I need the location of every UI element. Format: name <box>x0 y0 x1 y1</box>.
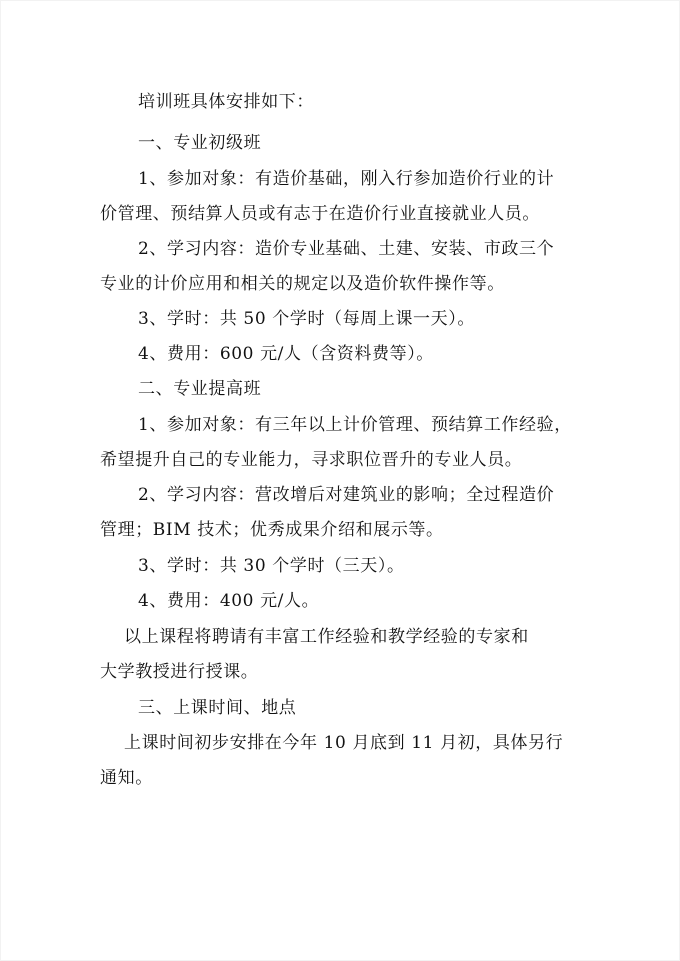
note-line1: 以上课程将聘请有丰富工作经验和教学经验的专家和 <box>124 627 529 647</box>
section1-item4: 4、费用：600 元/人（含资料费等）。 <box>138 344 434 364</box>
section2-item3: 3、学时：共 30 个学时（三天）。 <box>138 556 405 576</box>
note-line2: 大学教授进行授课。 <box>100 662 259 682</box>
section2-heading: 二、专业提高班 <box>138 379 262 399</box>
section2-item2-line1: 2、学习内容：营改增后对建筑业的影响；全过程造价 <box>138 485 555 505</box>
section1-item2-line1: 2、学习内容：造价专业基础、土建、安装、市政三个 <box>138 239 555 259</box>
section1-item1-line2: 价管理、预结算人员或有志于在造价行业直接就业人员。 <box>100 204 540 224</box>
section3-heading: 三、上课时间、地点 <box>138 698 297 718</box>
section1-heading: 一、专业初级班 <box>138 133 262 153</box>
section2-item2-line2: 管理；BIM 技术；优秀成果介绍和展示等。 <box>100 520 444 540</box>
section2-item1-line2: 希望提升自己的专业能力，寻求职位晋升的专业人员。 <box>100 450 523 470</box>
section1-item2-line2: 专业的计价应用和相关的规定以及造价软件操作等。 <box>100 274 505 294</box>
section2-item4: 4、费用：400 元/人。 <box>138 591 320 611</box>
section1-item1-line1: 1、参加对象：有造价基础，刚入行参加造价行业的计 <box>138 169 555 189</box>
section3-line2: 通知。 <box>100 768 153 788</box>
section1-item3: 3、学时：共 50 个学时（每周上课一天）。 <box>138 309 475 329</box>
intro-text: 培训班具体安排如下： <box>138 92 314 112</box>
section2-item1-line1: 1、参加对象：有三年以上计价管理、预结算工作经验， <box>138 415 572 435</box>
section3-line1: 上课时间初步安排在今年 10 月底到 11 月初，具体另行 <box>124 733 564 753</box>
